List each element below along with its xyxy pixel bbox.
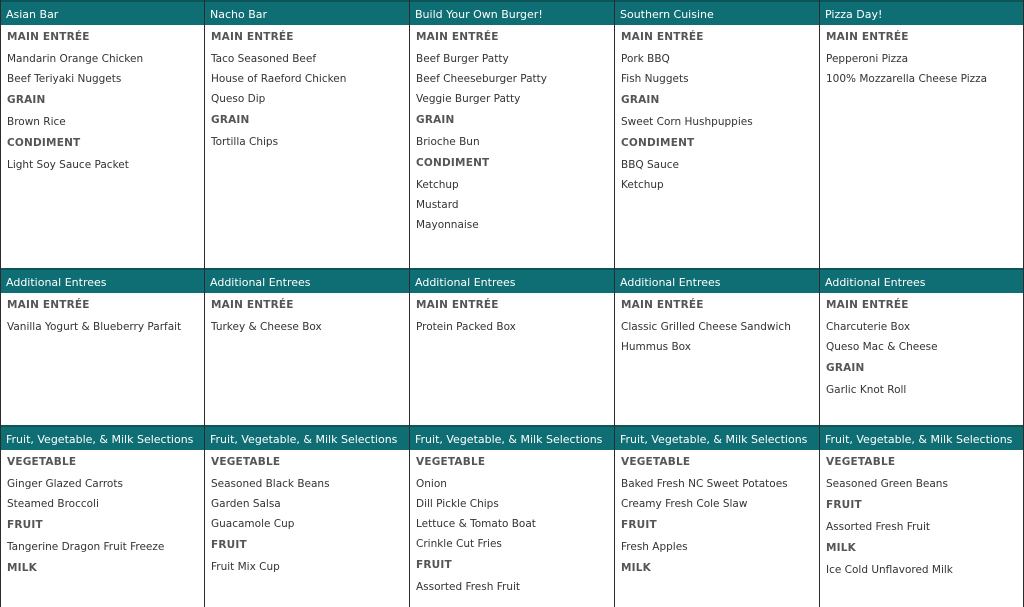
menu-item: Charcuterie Box [826,321,911,333]
menu-section [826,30,1017,86]
menu-item: Brown Rice [7,116,66,128]
menu-item: Fish Nuggets [621,73,689,85]
menu-item: Queso Mac & Cheese [826,341,938,353]
menu-item: Seasoned Black Beans [211,478,330,490]
menu-item: Ice Cold Unflavored Milk [826,564,953,576]
cell-header-fruit-vegetable-milk-selections: Fruit, Vegetable, & Milk Selections [1,425,204,450]
menu-section [621,455,813,511]
menu-row [0,268,1024,425]
cell-header-additional-entrees: Additional Entrees [1,268,204,293]
section-label-main-entr-e: MAIN ENTRÉE [621,31,704,43]
section-label-grain: GRAIN [621,94,660,106]
menu-item: Mustard [416,199,459,211]
menu-item: Creamy Fresh Cole Slaw [621,498,748,510]
cell-header-fruit-vegetable-milk-selections: Fruit, Vegetable, & Milk Selections [410,425,614,450]
section-label-fruit: FRUIT [416,559,452,571]
menu-section [621,518,813,554]
cell-body [1,25,204,172]
cell-header-asian-bar: Asian Bar [1,0,204,25]
cell-body [205,450,409,574]
menu-section [826,541,1017,577]
menu-item: Fresh Apples [621,541,688,553]
cell-body [410,293,614,334]
menu-cell [204,0,409,268]
menu-cell [409,0,614,268]
menu-cell [614,425,819,607]
menu-item: Hummus Box [621,341,691,353]
menu-section [7,561,198,575]
menu-row [0,0,1024,268]
section-label-grain: GRAIN [7,94,46,106]
menu-section [211,455,403,531]
menu-section [416,113,608,149]
section-label-condiment: CONDIMENT [416,157,490,169]
menu-cell [0,268,204,425]
menu-section [621,561,813,575]
cell-body [615,25,819,192]
menu-section [7,298,198,334]
menu-item: Onion [416,478,447,490]
menu-item: Seasoned Green Beans [826,478,948,490]
menu-section [826,298,1017,354]
menu-cell [819,0,1024,268]
menu-section [7,455,198,511]
cell-header-fruit-vegetable-milk-selections: Fruit, Vegetable, & Milk Selections [615,425,819,450]
menu-section [211,113,403,149]
section-label-main-entr-e: MAIN ENTRÉE [416,299,499,311]
menu-item: Vanilla Yogurt & Blueberry Parfait [7,321,182,333]
menu-section [621,30,813,86]
menu-item: Turkey & Cheese Box [211,321,322,333]
cell-body [820,293,1023,397]
menu-item: Light Soy Sauce Packet [7,159,129,171]
cell-body [1,450,204,575]
menu-section [826,498,1017,534]
cell-header-additional-entrees: Additional Entrees [615,268,819,293]
menu-section [826,455,1017,491]
menu-section [416,558,608,594]
section-label-main-entr-e: MAIN ENTRÉE [211,299,294,311]
menu-item: Assorted Fresh Fruit [826,521,931,533]
section-label-vegetable: VEGETABLE [826,456,896,468]
menu-section [211,538,403,574]
menu-cell [0,0,204,268]
cell-body [410,450,614,594]
menu-item: Ketchup [621,179,664,191]
cell-body [410,25,614,232]
menu-cell [204,268,409,425]
cell-header-nacho-bar: Nacho Bar [205,0,409,25]
menu-item: Brioche Bun [416,136,480,148]
menu-section [211,30,403,106]
section-label-grain: GRAIN [826,362,865,374]
menu-section [621,136,813,192]
menu-item: Garlic Knot Roll [826,384,907,396]
menu-row [0,425,1024,607]
cell-header-fruit-vegetable-milk-selections: Fruit, Vegetable, & Milk Selections [820,425,1023,450]
section-label-milk: MILK [7,562,37,574]
section-label-main-entr-e: MAIN ENTRÉE [7,299,90,311]
section-label-grain: GRAIN [416,114,455,126]
menu-item: House of Raeford Chicken [211,73,347,85]
cell-body [205,293,409,334]
menu-section [416,298,608,334]
cell-body [820,450,1023,577]
menu-item: Taco Seasoned Beef [211,53,317,65]
menu-section [7,518,198,554]
cell-header-additional-entrees: Additional Entrees [205,268,409,293]
cell-header-southern-cuisine: Southern Cuisine [615,0,819,25]
menu-item: Pepperoni Pizza [826,53,909,65]
section-label-main-entr-e: MAIN ENTRÉE [7,31,90,43]
menu-item: Tangerine Dragon Fruit Freeze [7,541,165,553]
section-label-fruit: FRUIT [826,499,862,511]
menu-section [416,455,608,551]
menu-section [621,93,813,129]
menu-item: Classic Grilled Cheese Sandwich [621,321,791,333]
menu-item: 100% Mozzarella Cheese Pizza [826,73,988,85]
menu-item: Lettuce & Tomato Boat [416,518,536,530]
cell-header-additional-entrees: Additional Entrees [820,268,1023,293]
menu-item: Assorted Fresh Fruit [416,581,521,593]
menu-item: Baked Fresh NC Sweet Potatoes [621,478,788,490]
section-label-fruit: FRUIT [7,519,43,531]
cell-header-build-your-own-burger: Build Your Own Burger! [410,0,614,25]
menu-item: Garden Salsa [211,498,281,510]
menu-section [621,298,813,354]
section-label-main-entr-e: MAIN ENTRÉE [826,299,909,311]
menu-item: Pork BBQ [621,53,670,65]
cell-header-fruit-vegetable-milk-selections: Fruit, Vegetable, & Milk Selections [205,425,409,450]
menu-section [7,136,198,172]
section-label-main-entr-e: MAIN ENTRÉE [826,31,909,43]
menu-section [416,156,608,232]
menu-cell [204,425,409,607]
section-label-condiment: CONDIMENT [7,137,81,149]
menu-item: BBQ Sauce [621,159,679,171]
menu-cell [409,425,614,607]
section-label-main-entr-e: MAIN ENTRÉE [211,31,294,43]
section-label-fruit: FRUIT [621,519,657,531]
section-label-vegetable: VEGETABLE [621,456,691,468]
section-label-main-entr-e: MAIN ENTRÉE [416,31,499,43]
menu-section [416,30,608,106]
menu-item: Ginger Glazed Carrots [7,478,123,490]
section-label-vegetable: VEGETABLE [211,456,281,468]
cell-body [1,293,204,334]
cell-body [820,25,1023,86]
section-label-vegetable: VEGETABLE [416,456,486,468]
menu-item: Guacamole Cup [211,518,295,530]
menu-item: Beef Burger Patty [416,53,509,65]
menu-section [7,93,198,129]
section-label-condiment: CONDIMENT [621,137,695,149]
menu-item: Tortilla Chips [211,136,279,148]
menu-item: Steamed Broccoli [7,498,99,510]
section-label-milk: MILK [826,542,856,554]
section-label-main-entr-e: MAIN ENTRÉE [621,299,704,311]
menu-cell [409,268,614,425]
cell-body [615,293,819,354]
section-label-fruit: FRUIT [211,539,247,551]
menu-item: Mandarin Orange Chicken [7,53,144,65]
menu-item: Protein Packed Box [416,321,516,333]
cell-body [205,25,409,149]
cell-body [615,450,819,575]
menu-item: Queso Dip [211,93,266,105]
menu-item: Crinkle Cut Fries [416,538,502,550]
menu-cell [819,268,1024,425]
menu-item: Dill Pickle Chips [416,498,499,510]
menu-section [826,361,1017,397]
menu-item: Sweet Corn Hushpuppies [621,116,753,128]
menu-item: Fruit Mix Cup [211,561,280,573]
section-label-vegetable: VEGETABLE [7,456,77,468]
menu-section [7,30,198,86]
cell-header-additional-entrees: Additional Entrees [410,268,614,293]
menu-item: Veggie Burger Patty [416,93,521,105]
menu-section [211,298,403,334]
menu-cell [614,0,819,268]
menu-cell [0,425,204,607]
section-label-grain: GRAIN [211,114,250,126]
cell-header-pizza-day: Pizza Day! [820,0,1023,25]
menu-item: Beef Cheeseburger Patty [416,73,547,85]
menu-cell [614,268,819,425]
menu-item: Beef Teriyaki Nuggets [7,73,122,85]
menu-item: Mayonnaise [416,219,479,231]
menu-cell [819,425,1024,607]
menu-item: Ketchup [416,179,459,191]
section-label-milk: MILK [621,562,651,574]
